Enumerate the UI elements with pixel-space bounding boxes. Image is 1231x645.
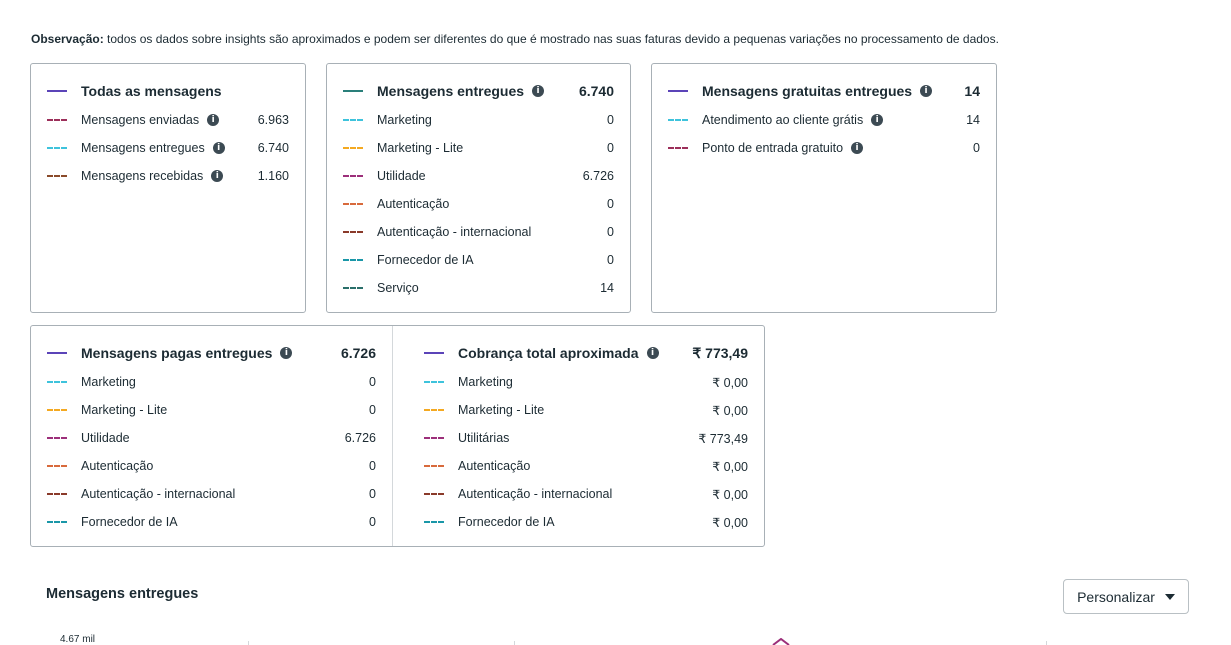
info-icon[interactable]: i (207, 114, 219, 126)
legend-solid-line (424, 352, 444, 354)
list-item (668, 110, 980, 130)
list-item (343, 278, 614, 298)
charge-header (424, 343, 748, 363)
list-item (424, 456, 748, 476)
info-icon[interactable]: i (851, 142, 863, 154)
free-messages-card (651, 63, 997, 313)
row-label: Autenticação (458, 459, 531, 473)
paid-messages-panel (31, 326, 392, 546)
customize-label: Personalizar (1077, 588, 1155, 605)
list-item (424, 400, 748, 420)
disclaimer-text: todos os dados sobre insights são aproximados e podem ser diferentes do que é mostrado nas suas faturas devido a pequenas variações no processamento de dados. (103, 32, 999, 46)
legend-dash (47, 381, 67, 383)
row-value: 0 (607, 253, 614, 267)
legend-dash (47, 119, 67, 121)
legend-dash (424, 381, 444, 383)
legend-dash (343, 119, 363, 121)
list-item (343, 250, 614, 270)
row-label: Fornecedor de IA (377, 253, 474, 267)
legend-dash (424, 409, 444, 411)
insights-disclaimer (31, 32, 999, 46)
row-label: Ponto de entrada gratuito (702, 141, 844, 155)
legend-solid-line (47, 352, 67, 354)
list-item (424, 372, 748, 392)
legend-dash (343, 175, 363, 177)
info-icon[interactable]: i (280, 347, 292, 359)
panel-divider (392, 326, 393, 546)
row-value: 0 (369, 459, 376, 473)
legend-dash (668, 119, 688, 121)
delivered-total: 6.740 (578, 83, 614, 99)
row-label: Marketing - Lite (81, 403, 168, 417)
row-label: Marketing (377, 113, 432, 127)
legend-dash (47, 465, 67, 467)
disclaimer-prefix: Observação: (31, 32, 104, 46)
list-item (47, 110, 289, 130)
row-value: 0 (607, 141, 614, 155)
row-value: 0 (607, 113, 614, 127)
row-label: Mensagens enviadas (81, 113, 200, 127)
grid-tick (1046, 641, 1047, 645)
row-value: 0 (369, 403, 376, 417)
charge-total: ₹ 773,49 (692, 344, 748, 361)
list-item (47, 456, 376, 476)
row-label: Mensagens recebidas (81, 169, 204, 183)
row-value: 14 (600, 281, 614, 295)
charge-title: Cobrança total aproximada (458, 345, 639, 361)
legend-dash (47, 521, 67, 523)
legend-dash (47, 437, 67, 439)
list-item (343, 222, 614, 242)
list-item (47, 428, 376, 448)
row-label: Marketing - Lite (377, 141, 464, 155)
row-value: ₹ 773,49 (698, 431, 748, 446)
row-value: ₹ 0,00 (712, 487, 748, 502)
legend-dash (343, 231, 363, 233)
legend-dash (343, 203, 363, 205)
row-value: 0 (607, 225, 614, 239)
row-label: Autenticação - internacional (81, 487, 236, 501)
row-value: ₹ 0,00 (712, 375, 748, 390)
row-value: 0 (369, 375, 376, 389)
legend-dash (424, 437, 444, 439)
all-messages-card (30, 63, 306, 313)
row-value: 6.726 (344, 431, 376, 445)
all-messages-header (47, 81, 289, 101)
list-item (343, 194, 614, 214)
chart-section-title: Mensagens entregues (46, 586, 199, 602)
row-value: 0 (973, 141, 980, 155)
grid-tick (248, 641, 249, 645)
row-value: ₹ 0,00 (712, 515, 748, 530)
list-item (47, 166, 289, 186)
list-item (424, 428, 748, 448)
list-item (424, 484, 748, 504)
row-label: Marketing - Lite (458, 403, 545, 417)
list-item (343, 166, 614, 186)
row-label: Fornecedor de IA (81, 515, 178, 529)
row-value: 0 (369, 515, 376, 529)
legend-dash (47, 175, 67, 177)
list-item (47, 138, 289, 158)
charge-panel (408, 326, 764, 546)
free-total: 14 (964, 83, 980, 99)
row-label: Marketing (81, 375, 136, 389)
legend-dash (47, 409, 67, 411)
list-item (343, 138, 614, 158)
customize-button[interactable] (1063, 579, 1189, 614)
row-value: 1.160 (257, 169, 289, 183)
list-item (47, 512, 376, 532)
row-value: ₹ 0,00 (712, 459, 748, 474)
list-item (47, 400, 376, 420)
paid-header (47, 343, 376, 363)
row-label: Fornecedor de IA (458, 515, 555, 529)
info-icon[interactable]: i (920, 85, 932, 97)
legend-dash (343, 147, 363, 149)
row-label: Utilitárias (458, 431, 510, 445)
row-value: 6.726 (582, 169, 614, 183)
legend-dash (424, 521, 444, 523)
row-value: 0 (607, 197, 614, 211)
legend-dash (343, 287, 363, 289)
row-value: 14 (966, 113, 980, 127)
info-icon[interactable]: i (213, 142, 225, 154)
legend-dash (47, 493, 67, 495)
paid-total: 6.726 (340, 345, 376, 361)
row-value: 6.963 (257, 113, 289, 127)
list-item (47, 484, 376, 504)
legend-solid-line (668, 90, 688, 92)
paid-and-charge-card (30, 325, 765, 547)
row-label: Atendimento ao cliente grátis (702, 113, 864, 127)
free-header (668, 81, 980, 101)
legend-solid-line (343, 90, 363, 92)
legend-dash (668, 147, 688, 149)
row-value: ₹ 0,00 (712, 403, 748, 418)
delivered-messages-card (326, 63, 631, 313)
delivered-title: Mensagens entregues (377, 83, 525, 99)
row-value: 0 (369, 487, 376, 501)
row-label: Marketing (458, 375, 513, 389)
info-icon[interactable]: i (532, 85, 544, 97)
free-title: Mensagens gratuitas entregues (702, 83, 913, 99)
list-item (47, 372, 376, 392)
paid-title: Mensagens pagas entregues (81, 345, 273, 361)
grid-tick (514, 641, 515, 645)
legend-solid-line (47, 90, 67, 92)
list-item (343, 110, 614, 130)
row-label: Utilidade (81, 431, 130, 445)
legend-dash (343, 259, 363, 261)
legend-dash (424, 493, 444, 495)
row-label: Mensagens entregues (81, 141, 205, 155)
list-item (668, 138, 980, 158)
list-item (424, 512, 748, 532)
delivered-header (343, 81, 614, 101)
row-label: Autenticação (81, 459, 154, 473)
row-label: Utilidade (377, 169, 426, 183)
info-icon[interactable]: i (647, 347, 659, 359)
row-value: 6.740 (257, 141, 289, 155)
row-label: Autenticação - internacional (377, 225, 532, 239)
row-label: Autenticação - internacional (458, 487, 613, 501)
y-axis-tick-label: 4.67 mil (60, 634, 96, 645)
chart-peak-marker (772, 638, 790, 645)
row-label: Autenticação (377, 197, 450, 211)
legend-dash (424, 465, 444, 467)
row-label: Serviço (377, 281, 419, 295)
all-messages-title: Todas as mensagens (81, 83, 222, 99)
info-icon[interactable]: i (211, 170, 223, 182)
info-icon[interactable]: i (871, 114, 883, 126)
legend-dash (47, 147, 67, 149)
caret-down-icon (1165, 594, 1175, 600)
